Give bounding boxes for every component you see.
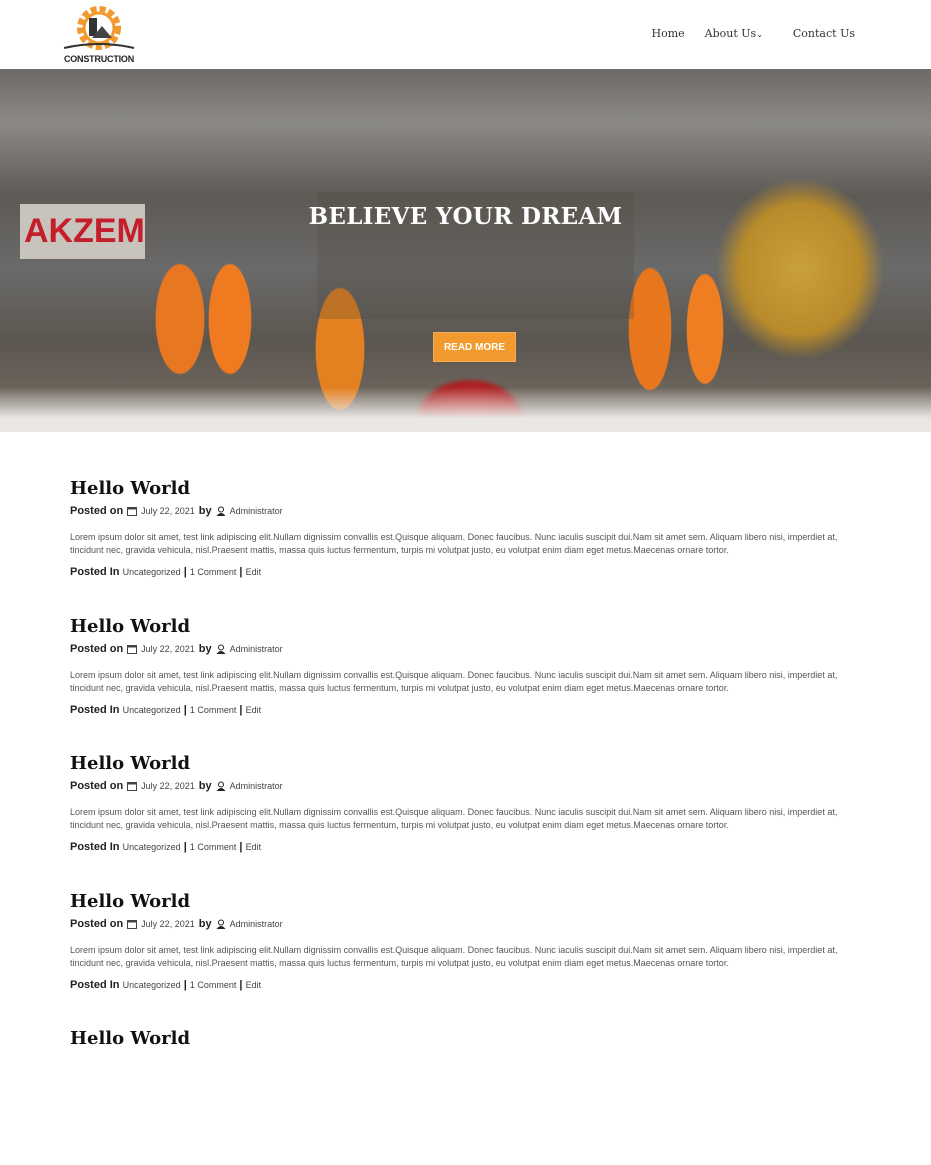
post-author[interactable]: Administrator [229,506,283,516]
nav-about-label: About Us [704,27,757,40]
post-list [0,432,931,1165]
post-footer: Posted In Uncategorized | 1 Comment | Edit [70,566,262,578]
category-link[interactable]: Uncategorized [122,704,181,715]
hero-title: BELIEVE YOUR DREAM [308,203,623,230]
graffiti-text: AKZEM [24,212,145,250]
comments-link[interactable]: 1 Comment [189,842,237,852]
site-header [0,0,931,69]
post-excerpt: Lorem ipsum dolor sit amet, test link adipiscing elit.Nullam dignissim convallis est.Quisque aliquam. Donec faucibus. Nunc iaculis suscipit dui.Nam sit amet sem. Aliquam libero nisi, imperdiet at, tincidunt nec, gravida vehicula, nisl.Praesent mattis, massa quis luctus fermentum, turpis mi volutpat justo, eu volutpat enim diam eget metus.Maecenas ornare tortor. [70,669,838,693]
edit-link[interactable]: Edit [245,704,262,715]
post-date[interactable]: July 22, 2021 [141,506,195,516]
nav-contact-us[interactable]: Contact Us [792,27,855,40]
chevron-down-icon: ⌄ [756,30,763,39]
edit-link[interactable]: Edit [245,567,262,577]
posted-in-label: Posted In [70,841,120,853]
nav-home[interactable]: Home [651,27,685,40]
by-label: by [198,642,212,655]
comments-link[interactable]: 1 Comment [189,704,237,715]
post-item [70,891,931,1028]
post-date[interactable]: July 22, 2021 [141,918,195,929]
post-date[interactable]: July 22, 2021 [141,643,195,654]
post-meta [70,505,931,517]
user-icon [216,919,226,929]
post-title[interactable]: Hello World [70,615,191,637]
post-excerpt: Lorem ipsum dolor sit amet, test link adipiscing elit.Nullam dignissim convallis est.Quisque aliquam. Donec faucibus. Nunc iaculis suscipit dui.Nam sit amet sem. Aliquam libero nisi, imperdiet at, tincidunt nec, gravida vehicula, nisl.Praesent mattis, massa quis luctus fermentum, turpis mi volutpat justo, eu volutpat enim diam eget metus.Maecenas ornare tortor. [70,532,838,555]
edit-link[interactable]: Edit [245,979,262,990]
post-item [70,753,931,890]
post-item [70,616,931,753]
calendar-icon [127,506,137,516]
by-label: by [198,780,212,792]
post-item [70,1028,931,1165]
comments-link[interactable]: 1 Comment [189,979,237,990]
post-footer: Posted In Uncategorized | 1 Comment | Edit [70,978,262,991]
nav-about-us[interactable] [705,27,763,40]
post-meta [70,643,931,655]
post-footer: Posted In Uncategorized | 1 Comment | Edit [70,841,262,853]
edit-link[interactable]: Edit [245,842,262,852]
logo-text: CONSTRUCTION [63,54,135,64]
post-excerpt: Lorem ipsum dolor sit amet, test link adipiscing elit.Nullam dignissim convallis est.Quisque aliquam. Donec faucibus. Nunc iaculis suscipit dui.Nam sit amet sem. Aliquam libero nisi, imperdiet at, tincidunt nec, gravida vehicula, nisl.Praesent mattis, massa quis luctus fermentum, turpis mi volutpat justo, eu volutpat enim diam eget metus.Maecenas ornare tortor. [70,807,838,830]
calendar-icon [127,644,137,654]
post-title[interactable]: Hello World [70,753,191,774]
post-title[interactable]: Hello World [70,890,191,912]
post-date[interactable]: July 22, 2021 [141,781,195,791]
category-link[interactable]: Uncategorized [122,567,181,577]
gear-logo-icon [58,4,140,52]
category-link[interactable]: Uncategorized [122,842,181,852]
comments-link[interactable]: 1 Comment [189,567,237,577]
post-author[interactable]: Administrator [229,918,283,929]
posted-in-label: Posted In [70,566,120,578]
post-author[interactable]: Administrator [229,643,283,654]
posted-on-label: Posted on [70,642,124,655]
hero-fence [0,387,931,432]
post-footer: Posted In Uncategorized | 1 Comment | Edit [70,703,262,716]
post-meta [70,780,931,792]
posted-on-label: Posted on [70,505,124,517]
user-icon [216,506,226,516]
by-label: by [198,917,212,930]
by-label: by [198,505,212,517]
user-icon [216,781,226,791]
posted-in-label: Posted In [70,703,120,716]
post-author[interactable]: Administrator [229,781,283,791]
post-title[interactable]: Hello World [70,478,191,499]
posted-on-label: Posted on [70,780,124,792]
site-logo[interactable] [58,4,140,64]
category-link[interactable]: Uncategorized [122,979,181,990]
post-title[interactable]: Hello World [70,1028,191,1049]
main-nav [652,27,856,40]
calendar-icon [127,919,137,929]
calendar-icon [127,781,137,791]
post-meta [70,918,931,930]
posted-on-label: Posted on [70,917,124,930]
hero-banner [0,69,931,432]
user-icon [216,644,226,654]
post-excerpt: Lorem ipsum dolor sit amet, test link adipiscing elit.Nullam dignissim convallis est.Quisque aliquam. Donec faucibus. Nunc iaculis suscipit dui.Nam sit amet sem. Aliquam libero nisi, imperdiet at, tincidunt nec, gravida vehicula, nisl.Praesent mattis, massa quis luctus fermentum, turpis mi volutpat justo, eu volutpat enim diam eget metus.Maecenas ornare tortor. [70,944,838,968]
posted-in-label: Posted In [70,978,120,991]
post-item [70,478,931,615]
read-more-button[interactable]: READ MORE [433,332,516,362]
